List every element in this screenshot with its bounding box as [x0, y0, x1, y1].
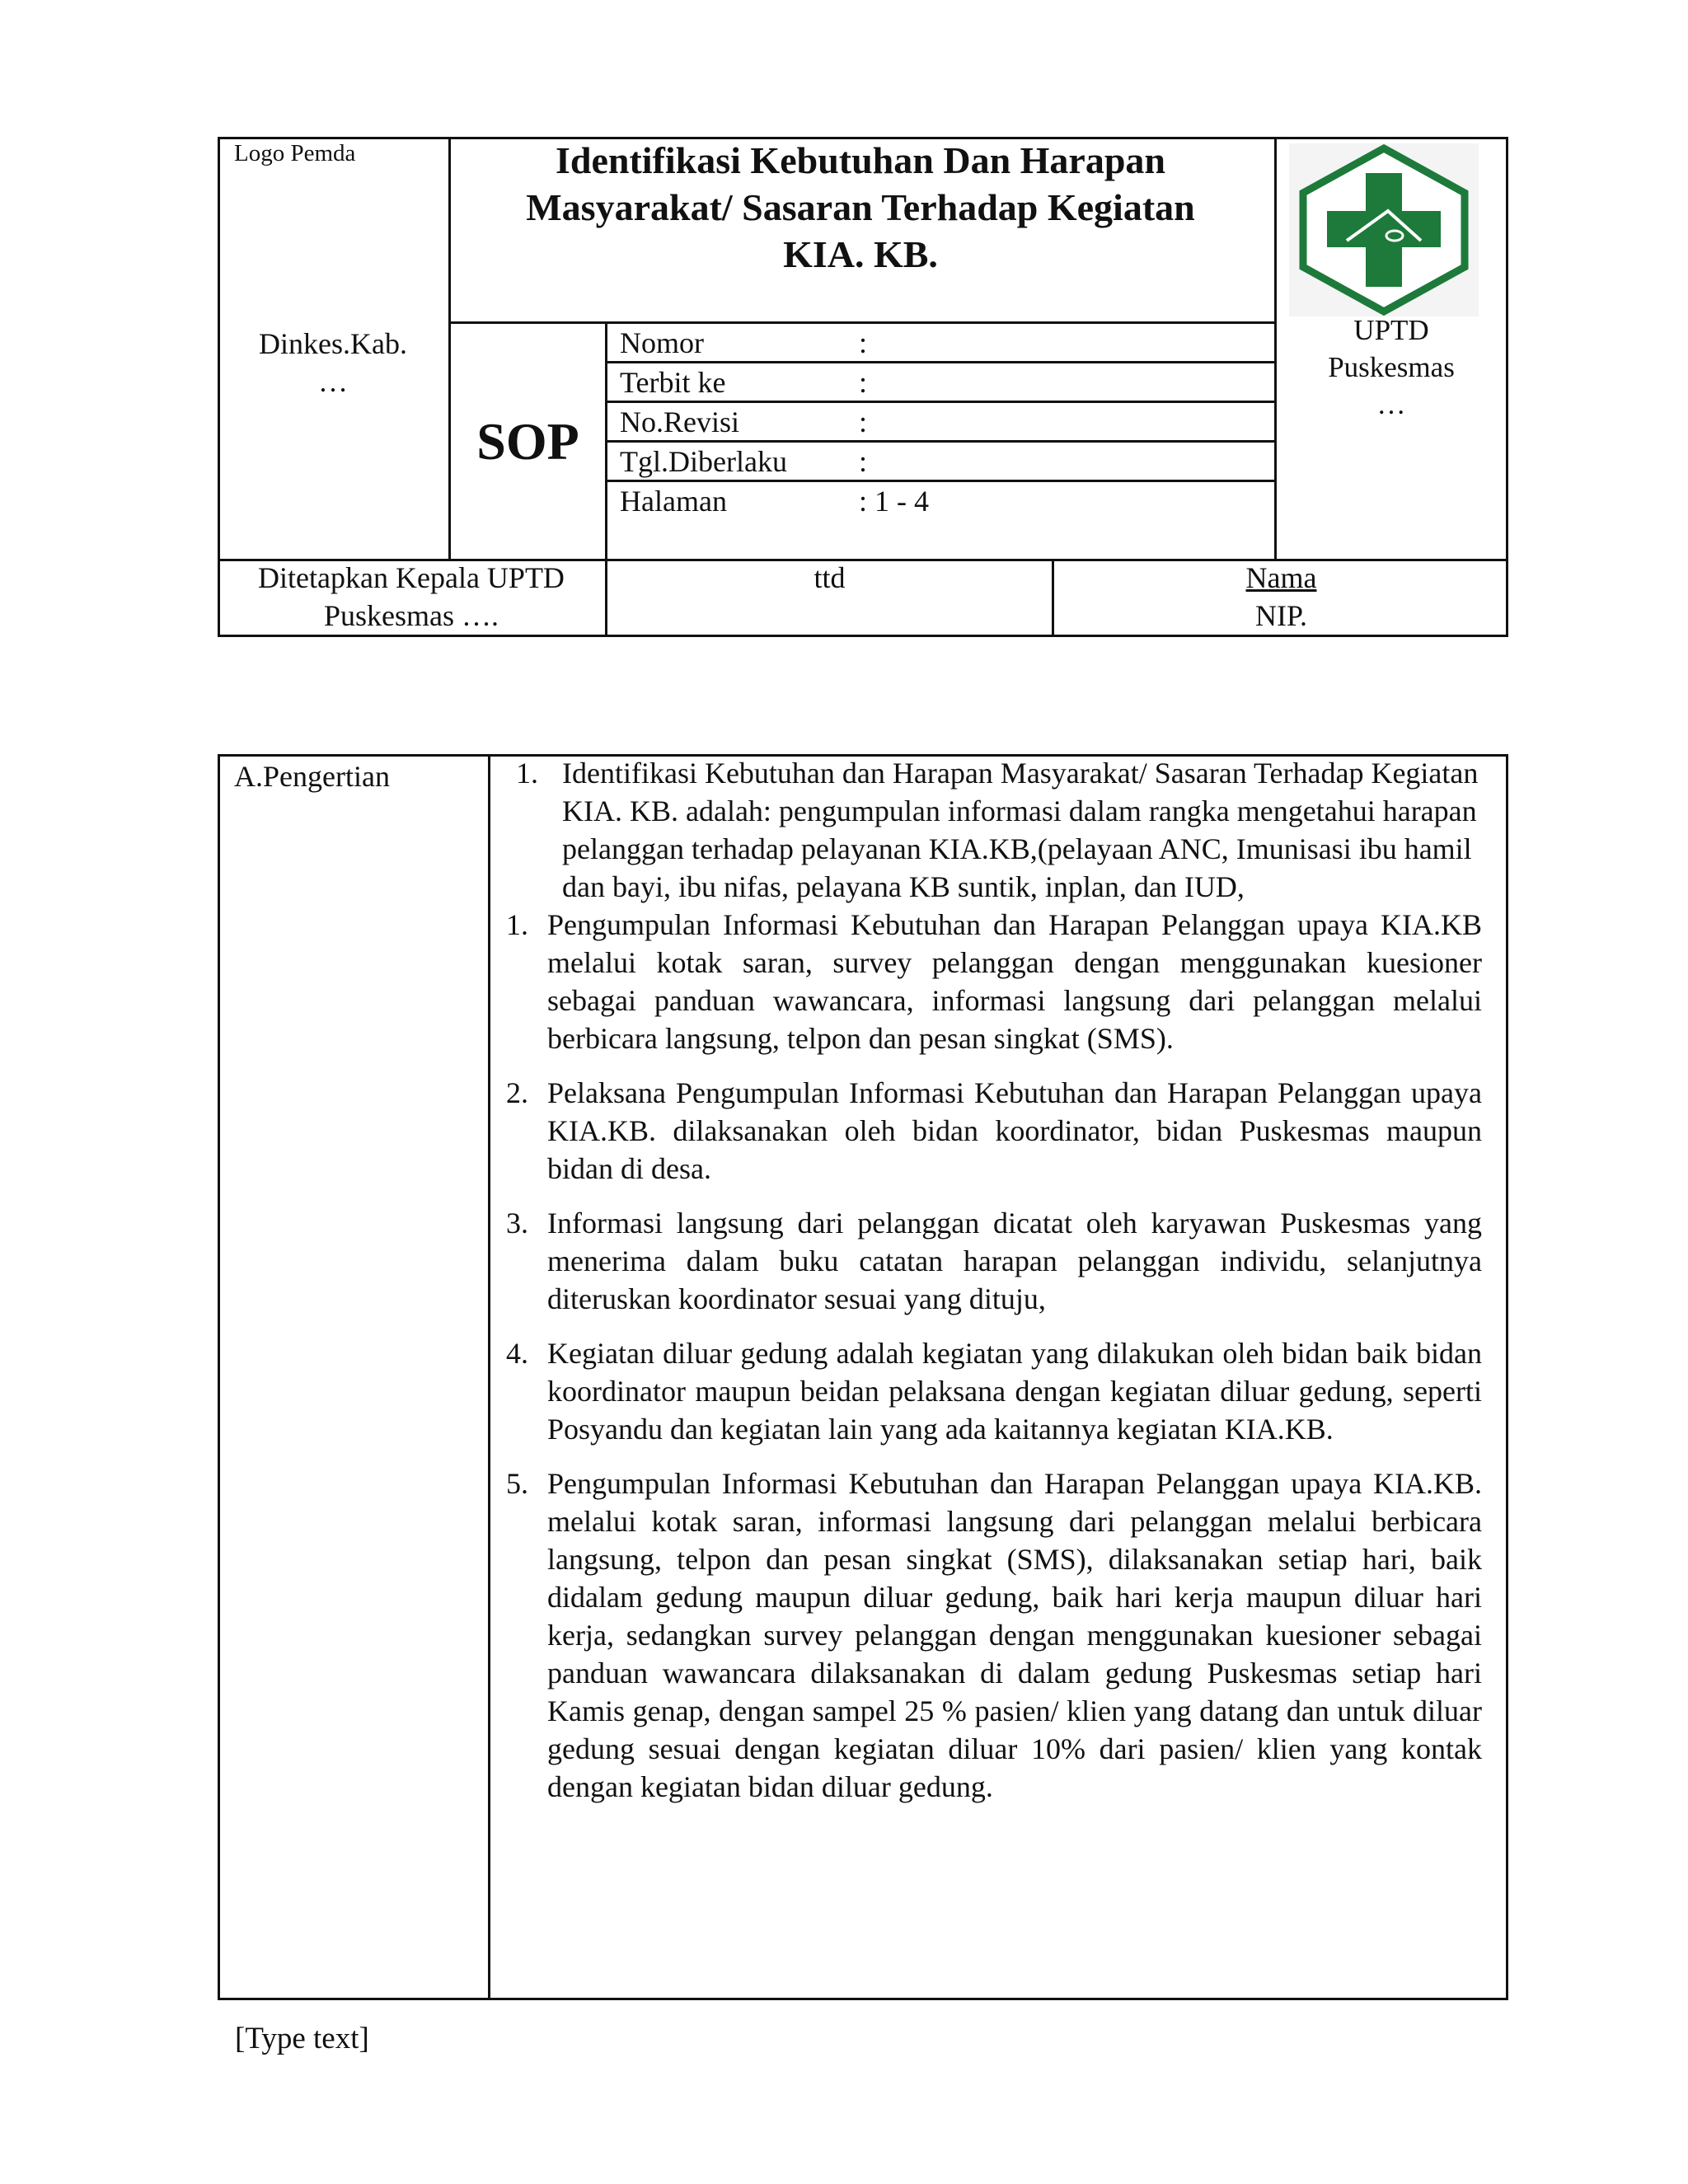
meta-row-nomor: Nomor : [620, 326, 868, 359]
sop-header-table [218, 137, 1508, 637]
list-item: 4. Kegiatan diluar gedung adalah kegiatan yang dilakukan oleh bidan baik bidan koordinator maupun beidan pelaksana dengan kegiatan diluar gedung, seperti Posyandu dan kegiatan lain yang ada kaitannya kegiatan KIA.KB. [506, 1337, 1482, 1446]
list-item: 1. Identifikasi Kebutuhan dan Harapan Masyarakat/ Sasaran Terhadap Kegiatan KIA. KB. adalah: pengumpulan informasi dalam rangka mengetahui harapan pelanggan terhadap pelayanan KIA.KB,(pelayaan ANC, Imunisasi ibu hamil dan bayi, ibu nifas, pelayana KB suntik, inplan, dan IUD, [516, 757, 1479, 903]
list-item: 5. Pengumpulan Informasi Kebutuhan dan Harapan Pelanggan upaya KIA.KB. melalui kotak saran, informasi langsung dari pelanggan melalui berbicara langsung, telpon dan pesan singkat (SMS), dilaksanakan setiap hari, baik didalam gedung maupun diluar gedung, baik hari kerja maupun diluar hari kerja, sedangkan survey pelanggan dengan menggunakan kuesioner sebagai panduan wawancara dilaksanakan di dalam gedung Puskesmas setiap hari Kamis genap, dengan sampel 25 % pasien/ klien yang datang dan untuk diluar gedung sesuai dengan kegiatan diluar 10% dari pasien/ klien yang kontak dengan kegiatan bidan diluar gedung. [506, 1467, 1482, 1803]
sop-label: SOP [476, 412, 579, 471]
pengertian-table [218, 754, 1508, 2000]
uptd-puskesmas-label: UPTD Puskesmas … [1328, 314, 1455, 420]
meta-row-halaman: Halaman : 1 - 4 [620, 485, 929, 518]
puskesmas-logo-icon [1289, 143, 1479, 316]
meta-row-terbit: Terbit ke : [620, 366, 868, 399]
logo-pemda-placeholder: Logo Pemda [234, 140, 356, 166]
list-item: 2. Pelaksana Pengumpulan Informasi Kebutuhan dan Harapan Pelanggan upaya KIA.KB. dilaksanakan oleh bidan koordinator, bidan Puskesmas maupun bidan di desa. [506, 1076, 1482, 1185]
ditetapkan-label: Ditetapkan Kepala UPTD Puskesmas …. [258, 561, 565, 632]
section-label: A.Pengertian [234, 760, 390, 793]
meta-row-tgl: Tgl.Diberlaku : [620, 445, 868, 478]
list-item: 1. Pengumpulan Informasi Kebutuhan dan Harapan Pelanggan upaya KIA.KB melalui kotak saran, survey pelanggan dengan menggunakan kuesioner sebagai panduan wawancara, informasi langsung dari pelanggan melalui berbicara langsung, telpon dan pesan singkat (SMS). [506, 908, 1482, 1055]
list-item: 3. Informasi langsung dari pelanggan dicatat oleh karyawan Puskesmas yang menerima dalam buku catatan harapan pelanggan individu, selanjutnya diteruskan koordinator sesuai yang dituju, [506, 1207, 1482, 1315]
signatory-name: Nama NIP. [1245, 561, 1317, 632]
meta-row-revisi: No.Revisi : [620, 405, 868, 438]
footer-placeholder: [Type text] [235, 2022, 369, 2055]
dinkes-label: Dinkes.Kab. … [259, 327, 407, 398]
document-title: Identifikasi Kebutuhan Dan Harapan Masyarakat/ Sasaran Terhadap Kegiatan KIA. KB. [526, 139, 1195, 275]
ttd-label: ttd [814, 561, 846, 594]
section-content [506, 754, 1482, 1806]
